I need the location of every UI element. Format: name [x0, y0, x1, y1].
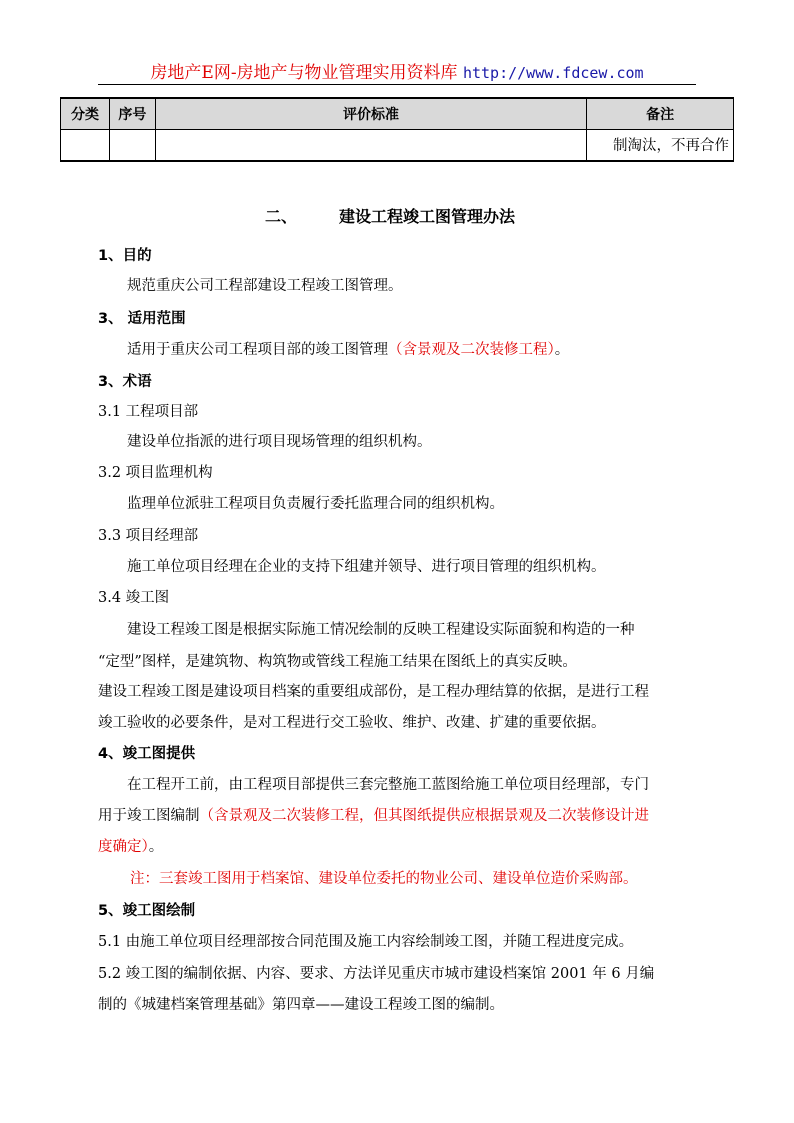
- heading-term-3-3: 3.3 项目经理部: [98, 528, 199, 544]
- table-header-row: [61, 98, 734, 129]
- paragraph-provide-line2: [98, 804, 794, 825]
- paragraph-draw-5-1: 5.1 由施工单位项目经理部按合同范围及施工内容绘制竣工图，并随工程进度完成。: [98, 934, 634, 950]
- column-header-category: 分类: [61, 98, 110, 129]
- provide-text-3: 度确定）: [98, 839, 149, 855]
- paragraph-provide-note: 注：三套竣工图用于档案馆、建设单位委托的物业公司、建设单位造价采购部。: [130, 871, 638, 887]
- heading-purpose: 1、目的: [98, 248, 152, 264]
- paragraph-term-3-4-line2: “定型”图样，是建筑物、构筑物或管线工程施工结果在图纸上的真实反映。: [98, 654, 577, 670]
- provide-text-2a: 用于竣工图编制: [98, 808, 200, 824]
- provide-text-2b: （含景观及二次装修工程，但其图纸提供应根据景观及二次装修设计进: [199, 808, 649, 824]
- evaluation-table: [60, 97, 734, 162]
- provide-text-3-end: 。: [148, 839, 164, 855]
- heading-term-3-1: 3.1 工程项目部: [98, 404, 199, 420]
- heading-term-3-2: 3.2 项目监理机构: [98, 465, 213, 481]
- table-cell: [61, 129, 110, 161]
- heading-terms: 3、术语: [98, 374, 152, 390]
- column-header-remarks: 备注: [587, 98, 734, 129]
- section-number: 二、: [265, 207, 298, 226]
- paragraph-provide-line3: [98, 835, 794, 856]
- section-title: [265, 204, 515, 227]
- column-header-number: 序号: [109, 98, 155, 129]
- table-cell: [109, 129, 155, 161]
- paragraph-term-3-3: 施工单位项目经理在企业的支持下组建并领导、进行项目管理的组织机构。: [127, 559, 606, 575]
- site-name: 房地产E网-房地产与物业管理实用资料库: [150, 63, 458, 83]
- scope-end: 。: [554, 342, 570, 358]
- heading-provide: 4、竣工图提供: [98, 746, 196, 762]
- table-cell: [155, 129, 586, 161]
- heading-draw: 5、竣工图绘制: [98, 903, 196, 919]
- paragraph-term-3-2: 监理单位派驻工程项目负责履行委托监理合同的组织机构。: [127, 496, 504, 512]
- paragraph-draw-5-2-line1: 5.2 竣工图的编制依据、内容、要求、方法详见重庆市城市建设档案馆 2001 年 6 月编: [98, 966, 655, 982]
- paragraph-term-3-4-line3: 建设工程竣工图是建设项目档案的重要组成部份，是工程办理结算的依据，是进行工程: [98, 684, 649, 700]
- heading-term-3-4: 3.4 竣工图: [98, 590, 170, 606]
- paragraph-term-3-1: 建设单位指派的进行项目现场管理的组织机构。: [127, 434, 432, 450]
- section-title-text: 建设工程竣工图管理办法: [339, 207, 516, 226]
- table-cell-remarks: 制淘汰，不再合作: [587, 129, 734, 161]
- page-header: [98, 58, 696, 85]
- paragraph-provide-line1: 在工程开工前，由工程项目部提供三套完整施工蓝图给施工单位项目经理部，专门: [127, 777, 649, 793]
- paragraph-term-3-4-line4: 竣工验收的必要条件，是对工程进行交工验收、维护、改建、扩建的重要依据。: [98, 715, 606, 731]
- table-row: [61, 129, 734, 161]
- paragraph-scope: [127, 338, 794, 359]
- site-url[interactable]: http://www.fdcew.com: [462, 64, 644, 82]
- column-header-criteria: 评价标准: [155, 98, 586, 129]
- paragraph-draw-5-2-line2: 制的《城建档案管理基础》第四章——建设工程竣工图的编制。: [98, 997, 504, 1013]
- scope-text: 适用于重庆公司工程项目部的竣工图管理: [127, 342, 388, 358]
- scope-note: （含景观及二次装修工程）: [388, 342, 555, 358]
- paragraph-term-3-4-line1: 建设工程竣工图是根据实际施工情况绘制的反映工程建设实际面貌和构造的一种: [127, 622, 635, 638]
- paragraph-purpose: 规范重庆公司工程部建设工程竣工图管理。: [127, 278, 403, 294]
- heading-scope: 3、 适用范围: [98, 311, 186, 327]
